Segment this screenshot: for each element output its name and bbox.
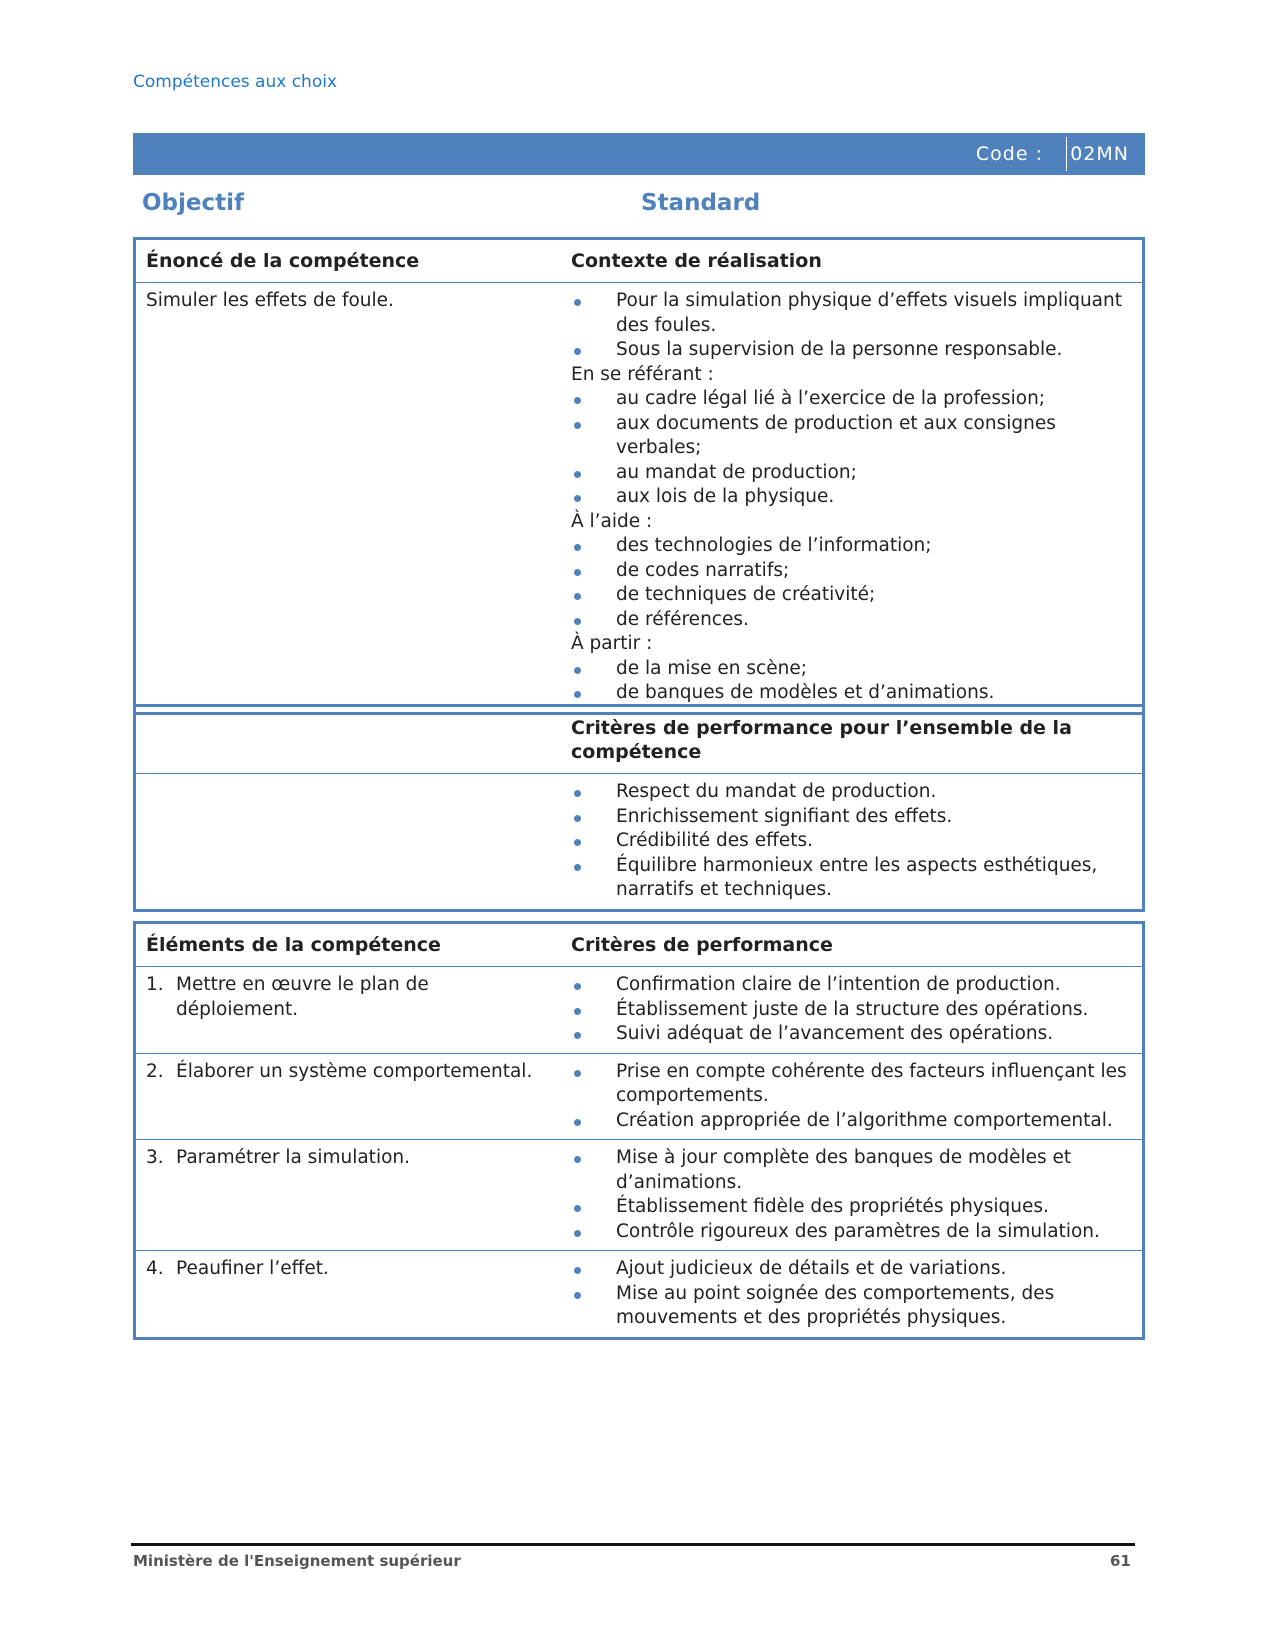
code-bar	[133, 133, 1145, 175]
context-bullet: de codes narratifs;	[571, 559, 1132, 584]
criterion-bullet: Établissement fidèle des propriétés physiques.	[571, 1195, 1132, 1220]
element-row	[135, 1251, 1144, 1339]
criterion-bullet: Confirmation claire de l’intention de production.	[571, 973, 1132, 998]
element-number: 3.	[146, 1147, 164, 1168]
criteria-list	[571, 973, 1132, 1047]
criterion-bullet: Création appropriée de l’algorithme comportemental.	[571, 1109, 1132, 1134]
criterion-bullet: Respect du mandat de production.	[571, 780, 1132, 805]
elements-header: Éléments de la compétence	[146, 934, 441, 956]
criterion-bullet: Équilibre harmonieux entre les aspects esthétiques, narratifs et techniques.	[571, 854, 1132, 903]
criterion-bullet: Ajout judicieux de détails et de variations.	[571, 1257, 1132, 1282]
element-cell	[135, 967, 562, 1054]
context-bullet: de la mise en scène;	[571, 657, 1132, 682]
criteria-cell	[561, 1140, 1144, 1251]
element-label: Paramétrer la simulation.	[176, 1147, 411, 1168]
context-bullet: Sous la supervision de la personne responsable.	[571, 338, 1132, 363]
element-number: 1.	[146, 974, 164, 995]
criteria-list	[571, 1146, 1132, 1244]
criterion-bullet: Suivi adéquat de l’avancement des opérations.	[571, 1022, 1132, 1047]
context-bullet: de banques de modèles et d’animations.	[571, 681, 1132, 706]
criteria-list	[571, 1060, 1132, 1134]
element-cell	[135, 1140, 562, 1251]
element-row	[135, 967, 1144, 1054]
context-header: Contexte de réalisation	[571, 250, 822, 272]
statement-header: Énoncé de la compétence	[146, 250, 420, 272]
context-subheading: À l’aide :	[571, 510, 653, 532]
element-text	[146, 1060, 551, 1085]
criterion-bullet: Prise en compte cohérente des facteurs influençant les comportements.	[571, 1060, 1132, 1109]
standard-heading: Standard	[641, 190, 761, 216]
element-label: Élaborer un système comportemental.	[176, 1060, 533, 1082]
element-label: Peaufiner l’effet.	[176, 1258, 329, 1279]
context-bullet: au mandat de production;	[571, 461, 1132, 486]
element-label: Mettre en œuvre le plan de déploiement.	[176, 974, 429, 1020]
context-bullet: aux documents de production et aux consignes verbales;	[571, 412, 1132, 461]
element-cell	[135, 1053, 562, 1140]
code-label: Code :	[975, 143, 1043, 165]
context-bullet: au cadre légal lié à l’exercice de la profession;	[571, 387, 1132, 412]
section-title: Compétences aux choix	[133, 72, 338, 92]
element-number: 4.	[146, 1258, 164, 1279]
elements-table	[133, 921, 1145, 1340]
overall-criteria-list	[571, 780, 1132, 903]
statement: Simuler les effets de foule.	[135, 283, 562, 714]
criterion-bullet: Mise à jour complète des banques de modèles et d’animations.	[571, 1146, 1132, 1195]
element-cell	[135, 1251, 562, 1339]
element-text	[146, 1257, 551, 1282]
context-bullet: aux lois de la physique.	[571, 485, 1132, 510]
element-text	[146, 1146, 551, 1171]
context-subheading: En se référant :	[571, 363, 714, 385]
element-row	[135, 1140, 1144, 1251]
footer-rule	[131, 1543, 1135, 1546]
criterion-bullet: Crédibilité des effets.	[571, 829, 1132, 854]
criteria-cell	[561, 1053, 1144, 1140]
criterion-bullet: Enrichissement signifiant des effets.	[571, 805, 1132, 830]
footer-publisher: Ministère de l'Enseignement supérieur	[133, 1552, 461, 1570]
element-number: 2.	[146, 1060, 164, 1082]
objectif-heading: Objectif	[142, 190, 245, 216]
criteria-cell	[561, 1251, 1144, 1339]
divider	[1066, 137, 1067, 171]
page-number: 61	[1110, 1552, 1131, 1570]
element-text	[146, 973, 551, 1022]
criteria-cell	[561, 967, 1144, 1054]
context-list	[571, 289, 1132, 706]
criterion-bullet: Établissement juste de la structure des opérations.	[571, 998, 1132, 1023]
context-bullet: de techniques de créativité;	[571, 583, 1132, 608]
code-value: 02MN	[1070, 143, 1129, 165]
context-bullet: de références.	[571, 608, 1132, 633]
context-bullet: Pour la simulation physique d’effets visuels impliquant des foules.	[571, 289, 1132, 338]
context-subheading: À partir :	[571, 633, 653, 654]
criteria-list	[571, 1257, 1132, 1331]
overall-criteria-header: Critères de performance pour l’ensemble de la compétence	[571, 717, 1072, 763]
statement-table	[133, 237, 1145, 715]
criterion-bullet: Contrôle rigoureux des paramètres de la simulation.	[571, 1220, 1132, 1245]
criteria-header: Critères de performance	[571, 934, 833, 956]
overall-criteria-table	[133, 704, 1145, 912]
criterion-bullet: Mise au point soignée des comportements, des mouvements et des propriétés physiques.	[571, 1282, 1132, 1331]
element-row	[135, 1053, 1144, 1140]
context-bullet: des technologies de l’information;	[571, 534, 1132, 559]
